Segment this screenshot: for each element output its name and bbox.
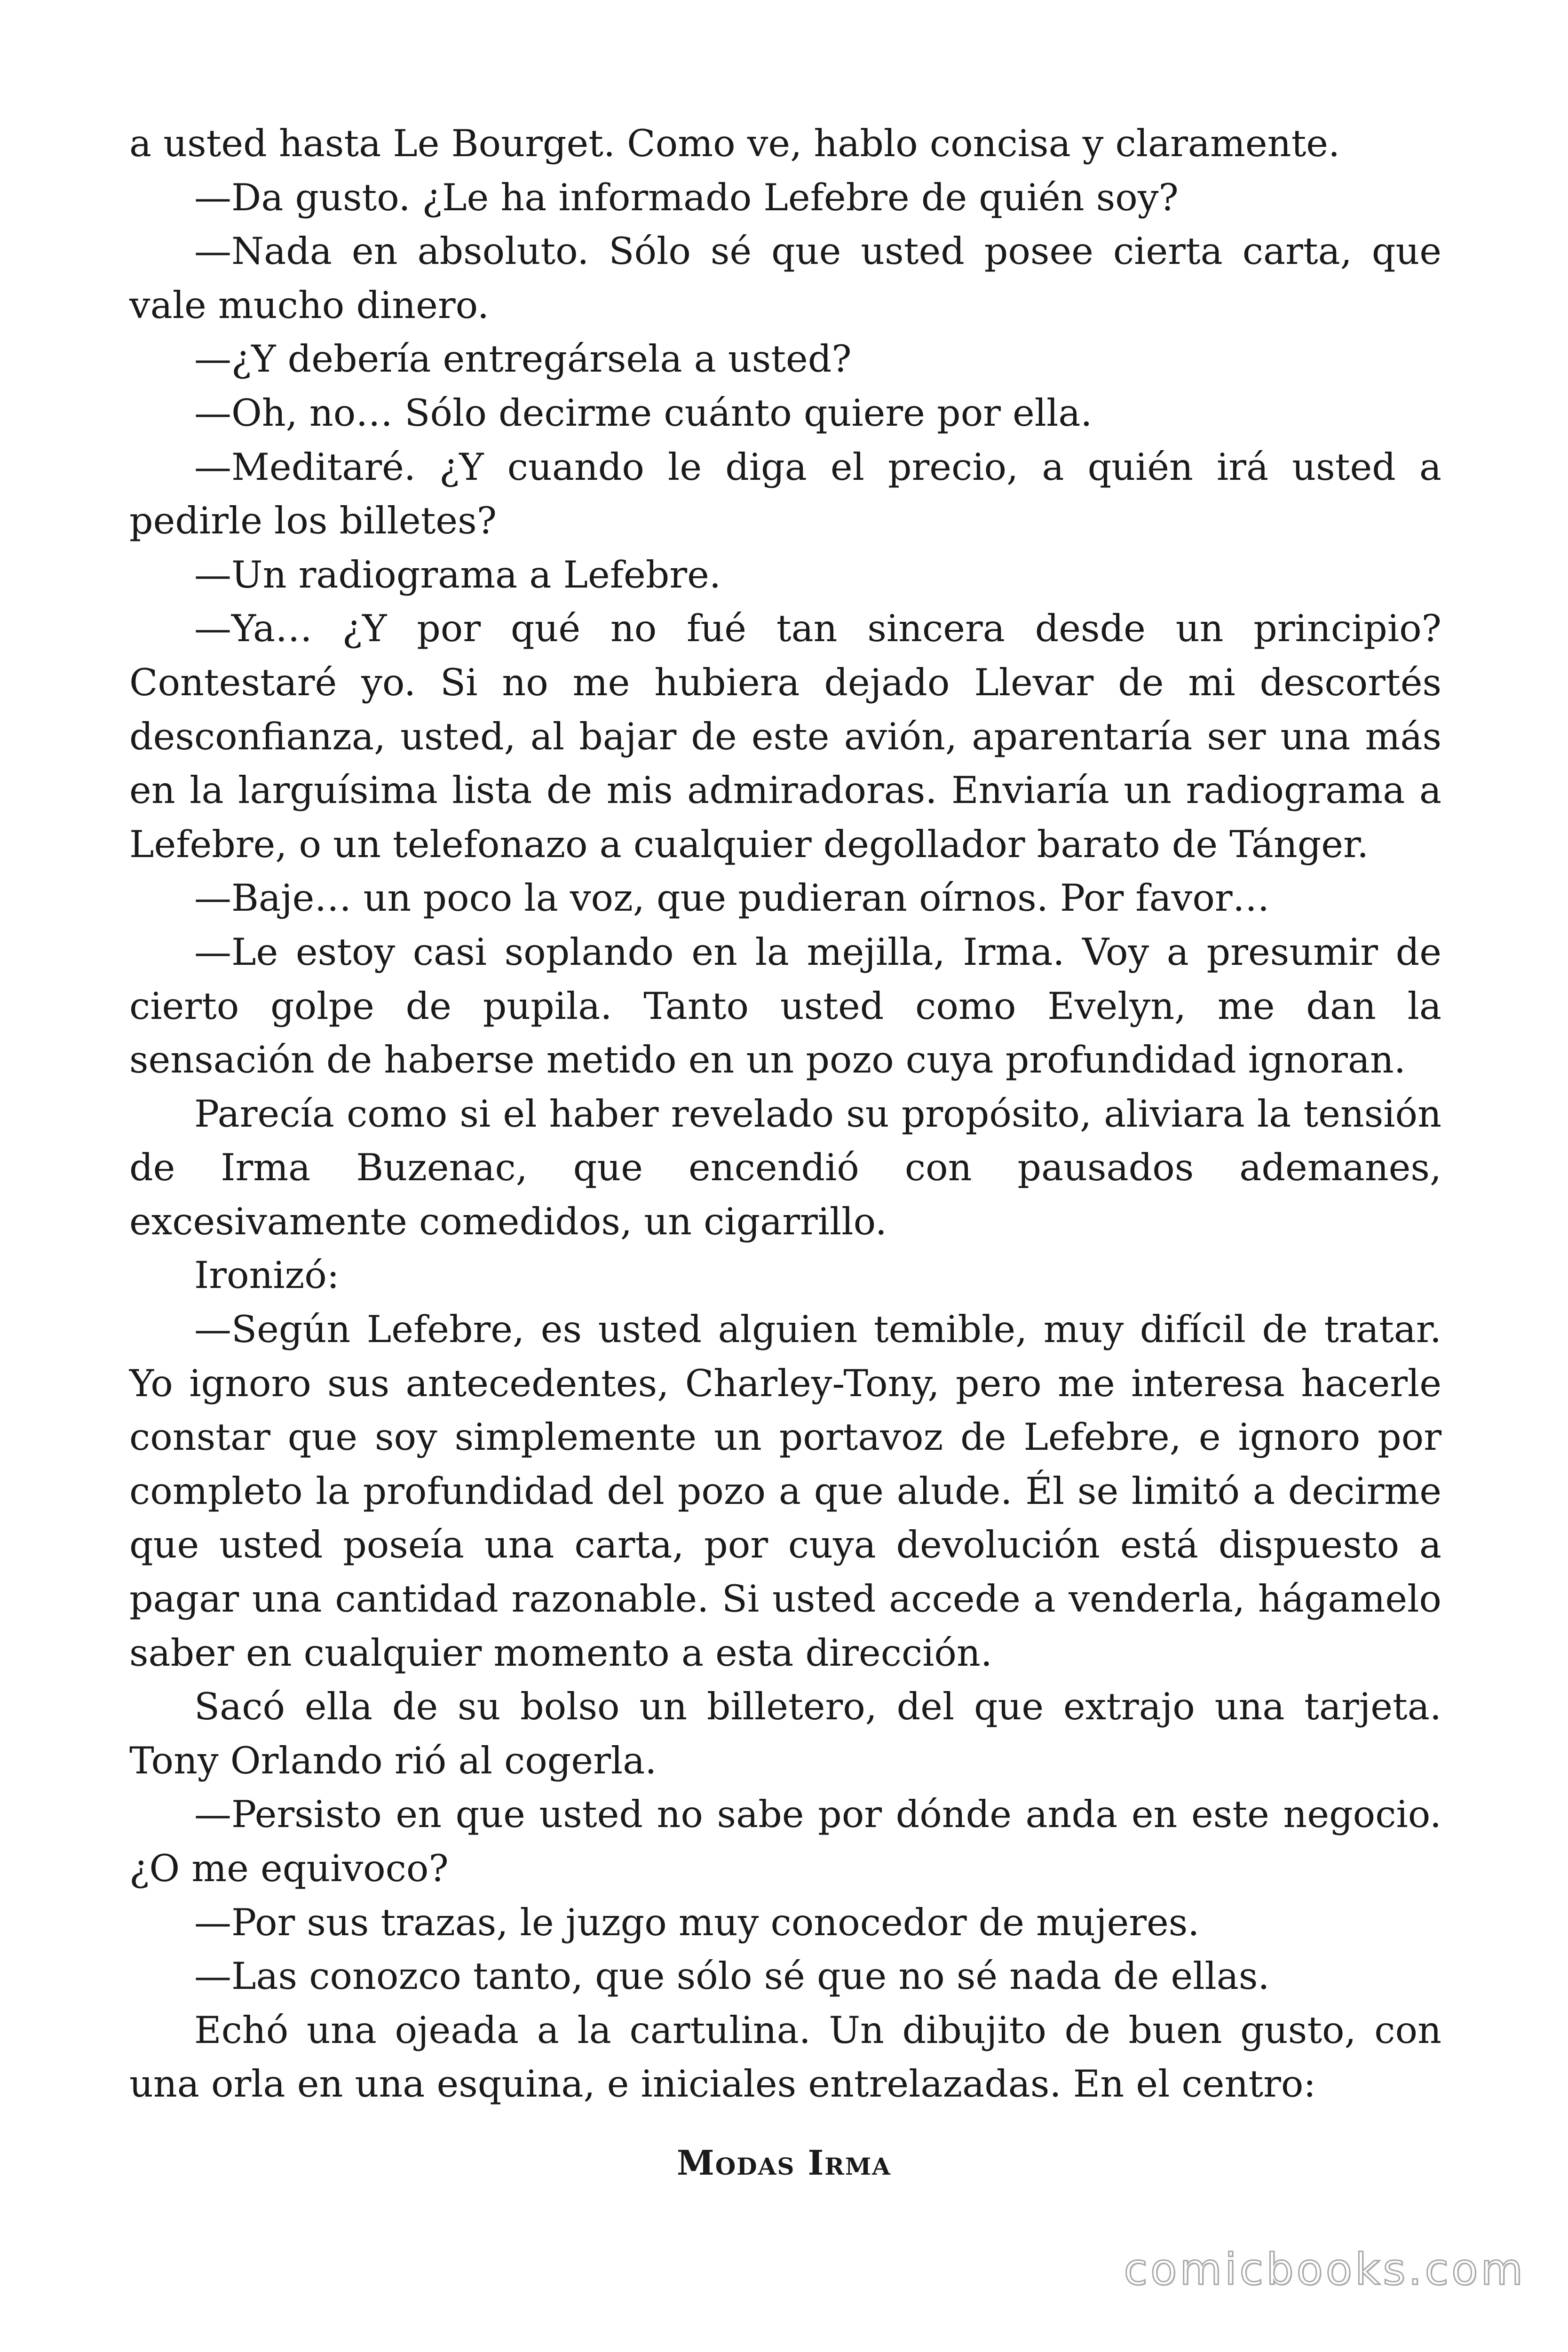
paragraph: —Un radiograma a Lefebre. — [194, 553, 721, 596]
paragraph: —Según Lefebre, es usted alguien temible, muy difícil de tratar. Yo ignoro sus antecedentes, Charley-Tony, pero me interesa hacerle constar que soy simplemente un portavoz de Lefebre, e ignoro por completo la profundidad del pozo a que alude. Él se limitó a decirme que usted poseía una carta, por cuya devolución está dispuesto a pagar una cantidad razonable. Si usted accede a venderla, hágamelo saber en cualquier momento a esta dirección. — [129, 1308, 1441, 1675]
paragraph: —¿Y debería entregársela a usted? — [194, 337, 852, 381]
paragraph: —Nada en absoluto. Sólo sé que usted posee cierta carta, que vale mucho dinero. — [129, 230, 1441, 327]
paragraph: —Le estoy casi soplando en la mejilla, Irma. Voy a presumir de cierto golpe de pupila. Tanto usted como Evelyn, me dan la sensación de haberse metido en un pozo cuya profundidad ignoran. — [129, 930, 1441, 1082]
card-heading: Modas Irma — [677, 2143, 891, 2183]
watermark: comicbooks.com — [1124, 2244, 1526, 2295]
paragraph: —Baje… un poco la voz, que pudieran oírnos. Por favor… — [194, 876, 1270, 920]
paragraph: —Las conozco tanto, que sólo sé que no sé nada de ellas. — [194, 1955, 1270, 1998]
paragraph: Echó una ojeada a la cartulina. Un dibujito de buen gusto, con una orla en una esquina, e iniciales entrelazadas. En el centro: — [129, 2008, 1441, 2106]
paragraph-continued: a usted hasta Le Bourget. Como ve, hablo concisa y claramente. — [129, 122, 1340, 165]
paragraph: —Persisto en que usted no sabe por dónde anda en este negocio. ¿O me equivoco? — [129, 1793, 1441, 1890]
paragraph: —Oh, no… Sólo decirme cuánto quiere por ella. — [194, 391, 1093, 435]
body-text — [129, 117, 1441, 2111]
paragraph: —Meditaré. ¿Y cuando le diga el precio, a quién irá usted a pedirle los billetes? — [129, 445, 1441, 543]
paragraph: —Por sus trazas, le juzgo muy conocedor de mujeres. — [194, 1900, 1200, 1944]
paragraph: Ironizó: — [194, 1254, 340, 1297]
paragraph: —Ya… ¿Y por qué no fué tan sincera desde un principio? Contestaré yo. Si no me hubiera dejado Llevar de mi descortés desconfianza, usted, al bajar de este avión, aparentaría ser una más en la larguísima lista de mis admiradoras. Enviaría un radiograma a Lefebre, o un telefonazo a cualquier degollador barato de Tánger. — [129, 607, 1441, 866]
paragraph: —Da gusto. ¿Le ha informado Lefebre de quién soy? — [194, 175, 1179, 219]
paragraph: Sacó ella de su bolso un billetero, del que extrajo una tarjeta. Tony Orlando rió al cogerla. — [129, 1685, 1441, 1782]
paragraph: Parecía como si el haber revelado su propósito, aliviara la tensión de Irma Buzenac, que encendió con pausados ademanes, excesivamente comedidos, un cigarrillo. — [129, 1092, 1441, 1243]
